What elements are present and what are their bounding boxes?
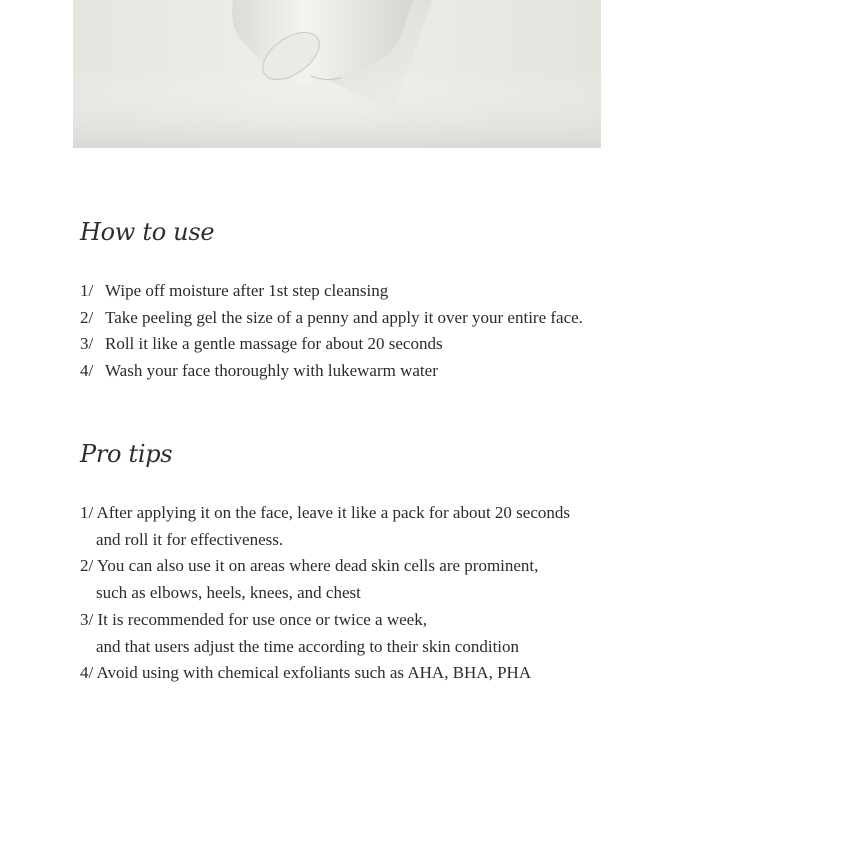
product-tube-illustration	[73, 0, 601, 148]
product-photo	[73, 0, 601, 148]
pro-tip-line: 3/ It is recommended for use once or twice a week,	[80, 609, 427, 629]
step-text: Wash your face thoroughly with lukewarm water	[105, 361, 438, 381]
how-to-use-step-2	[80, 305, 583, 332]
how-to-use-step-1	[80, 278, 583, 305]
pro-tip-line-continued: and roll it for effectiveness.	[96, 529, 284, 549]
pro-tips-title: Pro tips	[80, 440, 173, 468]
how-to-use-steps	[80, 278, 583, 385]
how-to-use-title: How to use	[80, 218, 215, 246]
pro-tip-line: 2/ You can also use it on areas where dead skin cells are prominent,	[80, 556, 539, 576]
pro-tip-line: 4/ Avoid using with chemical exfoliants such as AHA, BHA, PHA	[80, 663, 532, 683]
step-number: 1/	[80, 281, 94, 300]
pro-tip-line-continued: and that users adjust the time according to their skin condition	[96, 636, 520, 656]
step-number: 4/	[80, 361, 94, 381]
step-text: Roll it like a gentle massage for about 20 seconds	[105, 334, 443, 354]
how-to-use-step-4	[80, 358, 583, 385]
pro-tip-3	[80, 607, 570, 660]
pro-tip-2	[80, 553, 570, 606]
pro-tip-line: 1/ After applying it on the face, leave it like a pack for about 20 seconds	[80, 503, 571, 522]
pro-tip-line-continued: such as elbows, heels, knees, and chest	[96, 583, 361, 603]
pro-tips-list	[80, 500, 570, 687]
pro-tip-1	[80, 500, 570, 553]
step-text: Wipe off moisture after 1st step cleansing	[105, 281, 389, 300]
step-text: Take peeling gel the size of a penny and apply it over your entire face.	[105, 307, 583, 327]
pro-tip-4	[80, 660, 570, 687]
step-number: 3/	[80, 334, 94, 354]
how-to-use-step-3	[80, 331, 583, 358]
step-number: 2/	[80, 307, 94, 327]
